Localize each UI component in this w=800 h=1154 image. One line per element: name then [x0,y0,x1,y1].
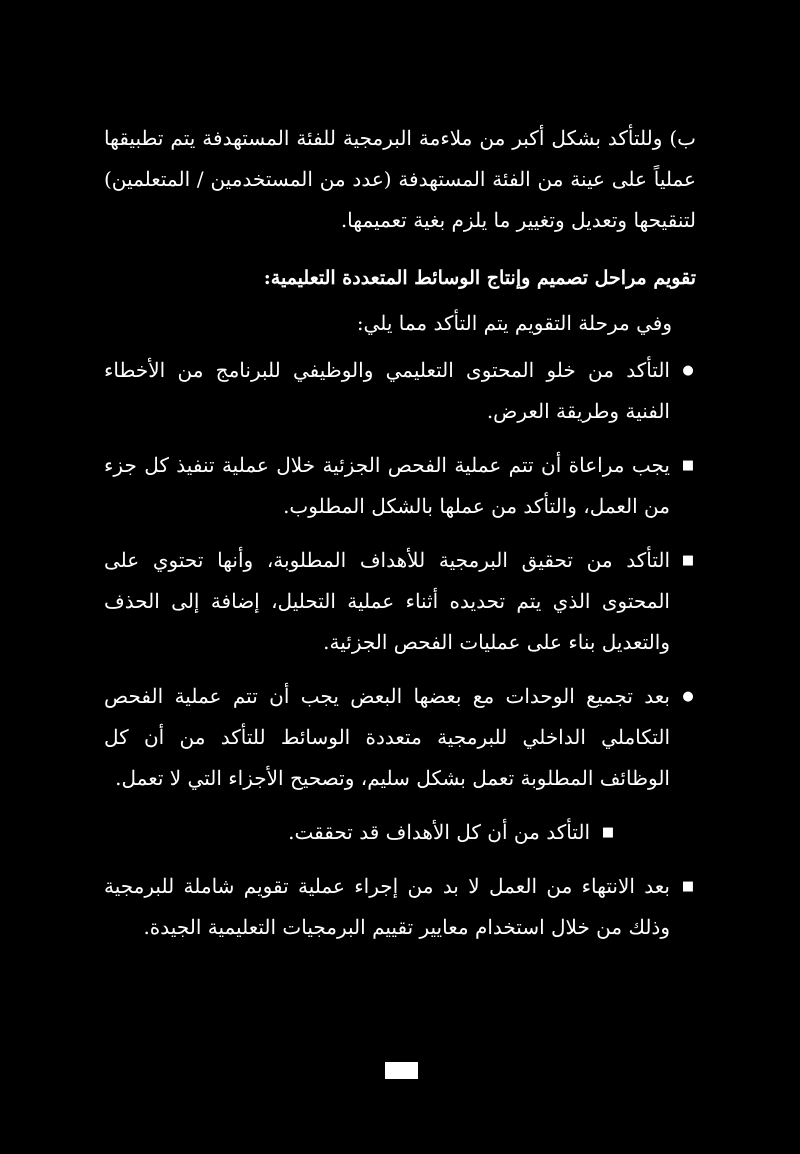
paragraph-b: ب) وللتأكد بشكل أكبر من ملاءمة البرمجية للفئة المستهدفة يتم تطبيقها عملياً على عينة من الفئة المستهدفة (عدد من المستخدمين / المتعلمين) لتنقيحها وتعديل وتغيير ما يلزم بغية تعميمها. [104,126,696,232]
list-item [104,866,696,948]
list-item-text: بعد الانتهاء من العمل لا بد من إجراء عملية تقويم شاملة للبرمجية وذلك من خلال استخدام معايير تقييم البرمجيات التعليمية الجيدة. [104,874,670,939]
page-number-box [385,1062,418,1079]
list-item [104,676,696,799]
bullet-square-icon: ■ [681,553,695,568]
list-item-text: التأكد من خلو المحتوى التعليمي والوظيفي للبرنامج من الأخطاء الفنية وطريقة العرض. [104,358,670,423]
section-heading: تقويم مراحل تصميم وإنتاج الوسائط المتعددة التعليمية: [263,267,696,289]
bullet-square-icon: ■ [681,879,695,894]
list-item [104,350,696,432]
list-item-text: يجب مراعاة أن تتم عملية الفحص الجزئية خلال عملية تنفيذ كل جزء من العمل، والتأكد من عملها بالشكل المطلوب. [104,453,670,518]
bullet-square-icon: ■ [601,825,615,840]
list-item-text: التأكد من أن كل الأهداف قد تحققت. [288,820,590,844]
intro-line: وفي مرحلة التقويم يتم التأكد مما يلي: [356,311,672,335]
bullet-list [104,350,696,948]
bullet-circle-icon: ● [682,689,694,704]
list-item [104,812,616,853]
list-item [104,445,696,527]
list-item-text: التأكد من تحقيق البرمجية للأهداف المطلوبة، وأنها تحتوي على المحتوى الذي يتم تحديده أثناء عملية التحليل، إضافة إلى الحذف والتعديل بناء على عمليات الفحص الجزئية. [104,548,670,654]
list-item [104,540,696,663]
page-content [104,118,696,961]
bullet-circle-icon: ● [682,363,694,378]
list-item-text: بعد تجميع الوحدات مع بعضها البعض يجب أن تتم عملية الفحص التكاملي الداخلي للبرمجية متعددة الوسائط للتأكد من أن كل الوظائف المطلوبة تعمل بشكل سليم، وتصحيح الأجزاء التي لا تعمل. [104,684,670,790]
bullet-square-icon: ■ [681,458,695,473]
